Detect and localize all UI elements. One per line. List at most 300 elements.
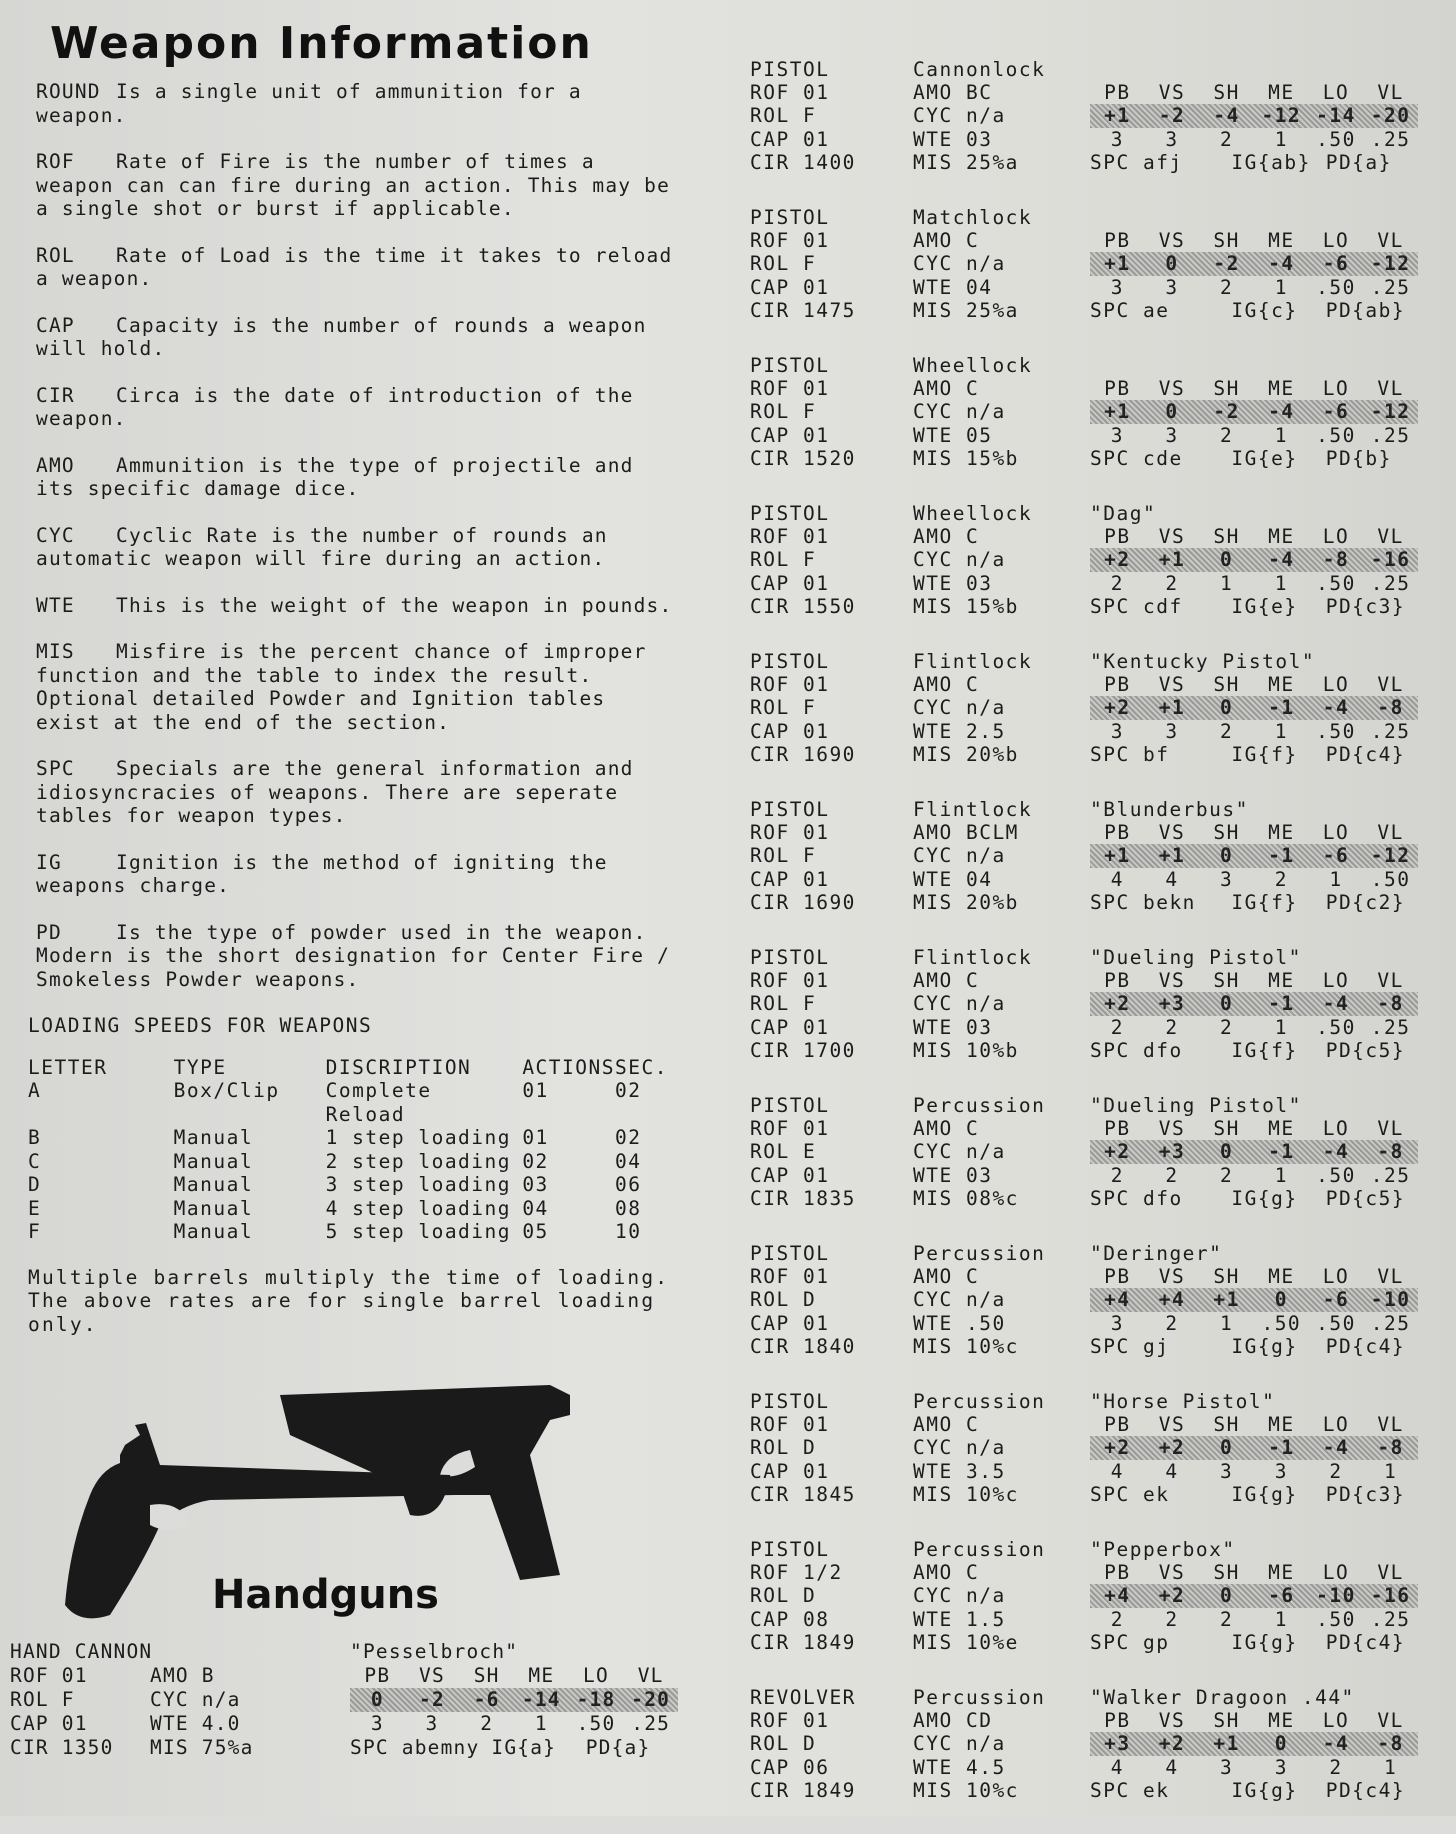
range-cell: +2 [1158, 1732, 1186, 1756]
range-cell: PB [1104, 377, 1131, 401]
definitions-list [28, 80, 678, 991]
range-cell: PB [1104, 229, 1131, 253]
range-damage-row [1090, 1016, 1418, 1039]
weapon-lock: Flintlock [913, 650, 1033, 673]
range-cell: VL [1377, 673, 1404, 697]
definition-key: SPC [36, 757, 75, 780]
weapon-wte: WTE 03 [913, 1015, 993, 1039]
range-cell: 3 [1110, 423, 1124, 447]
range-cell: .50 [1316, 1607, 1356, 1631]
weapon-stats-left [750, 1094, 880, 1210]
range-cell: -16 [1370, 548, 1411, 572]
range-cell: -2 [1213, 252, 1240, 276]
weapon-rol: ROL D [750, 1732, 817, 1756]
definition-key: ROF [36, 150, 75, 173]
range-cell: SH [1213, 821, 1240, 845]
weapon-cyc: CYC n/a [913, 1288, 1006, 1312]
weapon-amo: AMO C [913, 377, 980, 401]
range-cell: +2 [1104, 992, 1131, 1016]
range-cell: 2 [1220, 423, 1234, 447]
range-cell: LO [1322, 673, 1350, 697]
weapon-wte: WTE 3.5 [913, 1459, 1006, 1483]
weapon-mis: MIS 25%a [913, 150, 1019, 174]
range-cell: 2 [1220, 127, 1234, 151]
weapon-pd: PD{c4} [1325, 1630, 1406, 1654]
range-cell: -8 [1377, 992, 1404, 1016]
weapon-ig: IG{g} [1231, 1334, 1298, 1358]
range-cell: 0 [1165, 252, 1179, 276]
range-modifier-row [1090, 1140, 1418, 1163]
loading-cell: 10 [615, 1220, 642, 1243]
range-damage-row [1090, 128, 1418, 151]
range-cell: +2 [1104, 548, 1131, 572]
weapon-amo: AMO C [913, 969, 980, 993]
range-modifier-row [1090, 548, 1418, 571]
range-damage-row [1090, 424, 1418, 447]
range-modifier-row [1090, 104, 1418, 127]
range-cell: 4 [1110, 1755, 1124, 1779]
range-cell: +2 [1104, 1436, 1131, 1460]
weapon-cir: CIR 1849 [750, 1778, 856, 1802]
loading-cell: 04 [522, 1196, 549, 1220]
range-cell: -18 [576, 1688, 616, 1711]
definition-key: CAP [36, 313, 75, 337]
weapon-cir: CIR 1475 [750, 298, 856, 322]
weapon-lock: Cannonlock [913, 58, 1046, 81]
weapon-mis: MIS 10%c [913, 1482, 1019, 1506]
range-cell: +3 [1158, 1140, 1186, 1164]
range-cell: +1 [1213, 1288, 1240, 1312]
range-cell: .50 [1316, 1311, 1356, 1335]
range-cell: 0 [1274, 1288, 1288, 1312]
range-cell: 3 [1110, 275, 1124, 299]
definition-text: Specials are the general information and idiosyncracies of weapons. There are seperate tables for weapon types. [36, 757, 634, 827]
range-cell: 0 [1165, 400, 1179, 424]
range-cell: PB [1104, 1265, 1131, 1289]
weapon-type: PISTOL [750, 502, 830, 525]
weapon-rol: ROL F [750, 400, 817, 424]
range-cell: -20 [1370, 104, 1411, 128]
weapon-stats-right [913, 206, 1063, 322]
definition-item [36, 921, 678, 992]
weapon-stats-right [913, 354, 1063, 470]
weapon-rof: ROF 1/2 [750, 1561, 843, 1585]
loading-cell: 02 [522, 1149, 549, 1173]
weapon-name: "Dag" [1090, 502, 1157, 525]
weapon-rof: ROF 01 [750, 1413, 830, 1437]
weapon-ig: IG{e} [1231, 446, 1298, 470]
range-cell: VS [1158, 821, 1186, 845]
weapon-name: "Horse Pistol" [1090, 1390, 1276, 1413]
range-header-row [1090, 969, 1418, 992]
range-cell: 2 [1274, 867, 1288, 891]
range-cell: -8 [1377, 1436, 1404, 1460]
range-modifier-row [1090, 1584, 1418, 1607]
range-cell: SH [1213, 229, 1240, 253]
weapon-rol: ROL F [10, 1688, 75, 1711]
weapon-stats-right [913, 1538, 1063, 1654]
loading-cell: 02 [615, 1079, 642, 1102]
range-cell: VL [1377, 1117, 1404, 1141]
weapon-pd: PD{c4} [1325, 1334, 1406, 1358]
range-cell: VL [1377, 969, 1404, 993]
definition-text: Rate of Load is the time it takes to reload a weapon. [36, 243, 673, 290]
loading-row [28, 1173, 668, 1197]
range-cell: 3 [1110, 1311, 1124, 1335]
range-cell: 0 [1220, 1436, 1234, 1460]
weapon-cyc: CYC n/a [913, 400, 1006, 424]
range-cell: 3 [1165, 423, 1179, 447]
definition-item [36, 640, 678, 734]
range-cell: -6 [1322, 1288, 1350, 1312]
weapon-type: HAND CANNON [10, 1640, 153, 1663]
range-cell: .25 [1370, 423, 1411, 447]
range-cell: SH [1213, 377, 1240, 401]
range-modifier-row [1090, 992, 1418, 1015]
loading-cell: 06 [615, 1173, 642, 1196]
range-cell: -14 [521, 1688, 561, 1711]
range-cell: ME [1268, 673, 1295, 697]
range-cell: -16 [1370, 1584, 1411, 1608]
weapon-name: "Walker Dragoon .44" [1090, 1686, 1355, 1709]
loading-cell: 02 [615, 1126, 642, 1149]
range-cell: LO [1322, 1265, 1350, 1289]
weapon-spc-row [1090, 1187, 1420, 1210]
range-cell: 1 [1274, 127, 1288, 151]
weapon-lock: Wheellock [913, 502, 1033, 525]
range-cell: +1 [1158, 844, 1186, 868]
weapon-ig: IG{g} [1231, 1778, 1298, 1802]
weapon-cir: CIR 1690 [750, 742, 856, 766]
range-header-row [1090, 377, 1418, 400]
definition-item [36, 314, 678, 361]
range-cell: VL [1377, 229, 1404, 253]
range-cell: VS [1158, 673, 1186, 697]
weapon-cap: CAP 01 [750, 1459, 830, 1483]
weapon-spc-row [1090, 1335, 1420, 1358]
range-cell: .50 [1370, 867, 1411, 891]
weapon-amo: AMO C [913, 229, 980, 253]
range-cell: +1 [1104, 104, 1131, 128]
range-cell: 1 [1274, 275, 1288, 299]
weapon-wte: WTE .50 [913, 1311, 1006, 1335]
weapon-stats-right [913, 650, 1063, 766]
weapon-rol: ROL D [750, 1288, 817, 1312]
weapon-pd: PD{c3} [1325, 594, 1406, 618]
weapon-range-block [1090, 650, 1430, 766]
weapon-type: PISTOL [750, 206, 830, 229]
range-modifier-row [1090, 400, 1418, 423]
weapon-cap: CAP 01 [750, 1311, 830, 1335]
weapon-cap: CAP 01 [750, 867, 830, 891]
range-cell: -2 [419, 1688, 445, 1711]
weapon-spc: SPC cde [1090, 446, 1183, 470]
weapon-entry [750, 1390, 1450, 1538]
weapon-entry [750, 1094, 1450, 1242]
range-cell: PB [1104, 1117, 1131, 1141]
weapon-wte: WTE 4.5 [913, 1755, 1006, 1779]
weapon-mis: MIS 08%c [913, 1186, 1019, 1210]
definition-text: Is the type of powder used in the weapon. Modern is the short designation for Center Fire / Smokeless Powder weapons. [36, 920, 671, 991]
range-cell: VS [419, 1664, 445, 1687]
loading-cell: 5 step loading [325, 1220, 512, 1243]
range-cell: VS [1158, 1561, 1186, 1585]
weapon-cap: CAP 01 [750, 1015, 830, 1039]
loading-cell: Manual [173, 1126, 254, 1149]
weapon-stats-right [913, 946, 1063, 1062]
range-damage-row [1090, 1460, 1418, 1483]
range-cell: -1 [1268, 1140, 1295, 1164]
range-cell: ME [1268, 1413, 1295, 1437]
definition-text: Cyclic Rate is the number of rounds an automatic weapon will fire during an action. [36, 523, 608, 570]
weapon-spc-row [1090, 1631, 1420, 1654]
weapon-pd: PD{c4} [1325, 1778, 1406, 1802]
range-cell: SH [1213, 1561, 1240, 1585]
range-cell: -4 [1322, 1140, 1350, 1164]
range-cell: -1 [1268, 844, 1295, 868]
range-cell: SH [1213, 1709, 1240, 1733]
range-cell: 2 [1220, 1015, 1234, 1039]
loading-cell: A [28, 1079, 42, 1102]
weapon-cyc: CYC n/a [913, 1732, 1006, 1756]
range-cell: 2 [1220, 1607, 1234, 1631]
weapon-cyc: CYC n/a [913, 844, 1006, 868]
weapon-name: "Pepperbox" [1090, 1538, 1236, 1561]
range-cell: +2 [1104, 696, 1131, 720]
range-cell: ME [1268, 81, 1295, 105]
weapon-spc: SPC ae [1090, 298, 1170, 322]
range-cell: -4 [1268, 252, 1295, 276]
range-cell: ME [1268, 1117, 1295, 1141]
weapon-cir: CIR 1690 [750, 890, 856, 914]
weapon-spc: SPC cdf [1090, 594, 1183, 618]
weapon-pd: PD{a} [585, 1736, 651, 1759]
range-cell: 1 [1274, 1015, 1288, 1039]
range-cell: PB [1104, 1413, 1131, 1437]
weapon-wte: WTE 03 [913, 571, 993, 595]
range-cell: .50 [1316, 275, 1356, 299]
range-cell: SH [1213, 525, 1240, 549]
weapon-cir: CIR 1350 [10, 1736, 114, 1759]
range-cell: 2 [1220, 1163, 1234, 1187]
loading-cell: 05 [522, 1220, 549, 1243]
weapon-range-block [1090, 1242, 1430, 1358]
range-cell: PB [1104, 1561, 1131, 1585]
range-cell: VS [1158, 1709, 1186, 1733]
weapon-cyc: CYC n/a [150, 1688, 241, 1711]
range-cell: -12 [1261, 104, 1302, 128]
weapon-cir: CIR 1400 [750, 150, 856, 174]
range-cell: +1 [1104, 252, 1131, 276]
range-cell: 3 [1274, 1459, 1288, 1483]
weapon-stats-right [913, 58, 1063, 174]
handguns-label: Handguns [212, 1572, 439, 1618]
range-cell: 3 [1220, 1755, 1234, 1779]
weapon-stats-right [913, 502, 1063, 618]
range-cell: .50 [1316, 1163, 1356, 1187]
range-cell: ME [1268, 525, 1295, 549]
weapon-spc-row [1090, 595, 1420, 618]
weapon-name: "Dueling Pistol" [1090, 946, 1302, 969]
range-cell: LO [1322, 1413, 1350, 1437]
weapon-mis: MIS 15%b [913, 446, 1019, 470]
range-header-row [1090, 821, 1418, 844]
range-cell: PB [1104, 673, 1131, 697]
range-cell: 2 [1329, 1755, 1343, 1779]
loading-row [28, 1079, 668, 1126]
weapon-cir: CIR 1550 [750, 594, 856, 618]
range-modifier-row [1090, 252, 1418, 275]
weapon-cir: CIR 1840 [750, 1334, 856, 1358]
col-header: TYPE [173, 1055, 227, 1079]
weapon-rol: ROL F [750, 696, 817, 720]
weapon-spc-row [1090, 743, 1420, 766]
range-header-row [1090, 525, 1418, 548]
weapon-cyc: CYC n/a [913, 104, 1006, 128]
range-cell: 1 [1274, 423, 1288, 447]
range-modifier-row [1090, 1436, 1418, 1459]
range-cell: -1 [1268, 1436, 1295, 1460]
weapon-stats-right [913, 1242, 1063, 1358]
weapon-mis: MIS 25%a [913, 298, 1019, 322]
range-cell: -4 [1322, 696, 1350, 720]
range-cell: -6 [1322, 252, 1350, 276]
range-cell: VL [1377, 1413, 1404, 1437]
weapon-ig: IG{e} [1231, 594, 1298, 618]
weapon-name [1090, 206, 1430, 229]
weapon-spc: SPC bekn [1090, 890, 1196, 914]
range-cell: LO [1322, 81, 1350, 105]
range-cell: ME [528, 1664, 555, 1687]
range-cell: +4 [1104, 1584, 1131, 1608]
range-header-row [1090, 1117, 1418, 1140]
loading-cell: Box/Clip [173, 1079, 280, 1102]
definition-key: ROUND [36, 80, 101, 103]
range-cell: 4 [1110, 867, 1124, 891]
weapon-mis: MIS 10%c [913, 1334, 1019, 1358]
weapon-type: PISTOL [750, 354, 830, 377]
weapon-mis: MIS 20%b [913, 742, 1019, 766]
weapon-amo: AMO C [913, 1117, 980, 1141]
weapon-stats-left [750, 798, 880, 914]
range-cell: .25 [1370, 719, 1411, 743]
definition-item [36, 594, 678, 618]
weapon-type: REVOLVER [750, 1686, 856, 1709]
definition-key: CYC [36, 523, 75, 547]
range-cell: +3 [1104, 1732, 1131, 1756]
weapon-entry [750, 650, 1450, 798]
weapon-list [750, 58, 1450, 1834]
weapon-stats-right [913, 798, 1063, 914]
weapon-stats-left [750, 1390, 880, 1506]
weapon-entry [750, 1686, 1450, 1834]
weapon-spc-row [1090, 1779, 1420, 1802]
range-cell: .25 [1370, 1607, 1411, 1631]
range-cell: ME [1268, 969, 1295, 993]
range-cell: -10 [1316, 1584, 1356, 1608]
weapon-cap: CAP 01 [750, 275, 830, 299]
range-cell: .25 [1370, 571, 1411, 595]
range-modifier-row [1090, 696, 1418, 719]
range-cell: SH [1213, 1265, 1240, 1289]
definition-key: MIS [36, 640, 75, 663]
weapon-rol: ROL F [750, 548, 817, 572]
range-cell: .50 [1316, 719, 1356, 743]
range-cell: 2 [1329, 1459, 1343, 1483]
weapon-name: "Blunderbus" [1090, 798, 1249, 821]
definition-text: Ammunition is the type of projectile and its specific damage dice. [36, 453, 634, 500]
range-cell: 2 [1165, 1311, 1179, 1335]
weapon-mis: MIS 10%e [913, 1630, 1019, 1654]
loading-cell: 4 step loading [325, 1196, 512, 1220]
range-cell: 1 [1274, 571, 1288, 595]
weapon-rol: ROL F [750, 844, 817, 868]
range-cell: 3 [1110, 127, 1124, 151]
weapon-cap: CAP 01 [750, 127, 830, 151]
weapon-cap: CAP 01 [750, 423, 830, 447]
definition-text: Rate of Fire is the number of times a weapon can can fire during an action. This may be a single shot or burst if applicable. [36, 150, 671, 220]
range-cell: -4 [1322, 1436, 1350, 1460]
weapon-lock: Percussion [913, 1094, 1046, 1117]
weapon-cir: CIR 1520 [750, 446, 856, 470]
range-cell: 3 [1165, 127, 1179, 151]
weapon-cir: CIR 1700 [750, 1038, 856, 1062]
range-cell: 2 [1110, 1163, 1124, 1187]
range-cell: VL [637, 1664, 664, 1687]
range-modifier-row [350, 1688, 678, 1712]
weapon-ig: IG{f} [1231, 890, 1298, 914]
weapon-lock: Percussion [913, 1538, 1046, 1561]
range-modifier-row [1090, 1732, 1418, 1755]
weapon-stats-left [750, 354, 880, 470]
weapon-ig: IG{g} [1231, 1630, 1298, 1654]
weapon-lock: Flintlock [913, 946, 1033, 969]
loading-cell: Manual [173, 1220, 254, 1243]
weapon-cyc: CYC n/a [913, 992, 1006, 1016]
range-cell: 2 [1165, 571, 1179, 595]
weapon-wte: WTE 03 [913, 127, 993, 151]
range-cell: 3 [1165, 275, 1179, 299]
loading-note: Multiple barrels multiply the time of loading. The above rates are for single barrel loading only. [28, 1265, 670, 1336]
range-damage-row [1090, 276, 1418, 299]
weapon-name [1090, 354, 1430, 377]
range-cell: -8 [1322, 548, 1350, 572]
weapon-mis: MIS 10%b [913, 1038, 1019, 1062]
weapon-ig: IG{a} [491, 1736, 557, 1759]
weapon-entry [750, 1242, 1450, 1390]
range-cell: 4 [1110, 1459, 1124, 1483]
weapon-cir: CIR 1835 [750, 1186, 856, 1210]
weapon-spc: SPC afj [1090, 150, 1183, 174]
weapon-wte: WTE 2.5 [913, 719, 1006, 743]
range-cell: SH [1213, 1117, 1240, 1141]
definition-item [36, 150, 678, 221]
weapon-rof: ROF 01 [750, 525, 830, 549]
col-header: LETTER [28, 1055, 108, 1079]
range-cell: -12 [1370, 252, 1411, 276]
range-cell: 3 [425, 1712, 439, 1735]
range-cell: VL [1377, 377, 1404, 401]
range-cell: 2 [1165, 1607, 1179, 1631]
range-cell: 0 [1220, 696, 1234, 720]
weapon-lock: Matchlock [913, 206, 1033, 229]
weapon-wte: WTE 05 [913, 423, 993, 447]
weapon-rol: ROL D [750, 1436, 817, 1460]
weapon-mis: MIS 10%c [913, 1778, 1019, 1802]
range-cell: 1 [534, 1712, 548, 1735]
range-cell: 0 [1274, 1732, 1288, 1756]
weapon-stats-left [750, 650, 880, 766]
